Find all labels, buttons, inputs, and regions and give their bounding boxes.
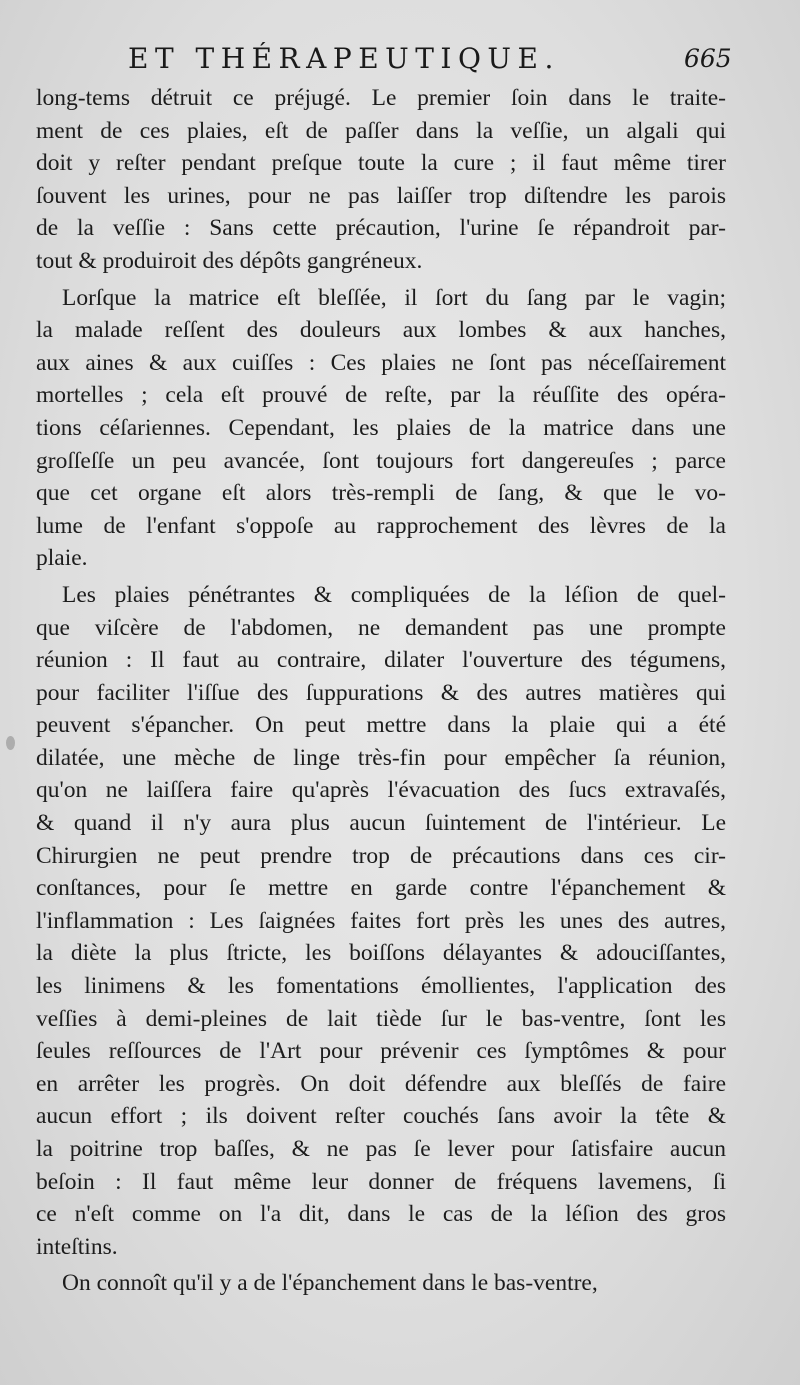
text-line: beſoin : Il faut même leur donner de fréquens lavemens, ſi	[36, 1168, 726, 1195]
text-line: Les plaies pénétrantes & compliquées de la léſion de quel-	[62, 581, 726, 608]
text-line: & quand il n'y aura plus aucun ſuintement de l'intérieur. Le	[36, 810, 726, 837]
page-number: 665	[684, 44, 732, 73]
text-line: dilatée, une mèche de linge très-fin pour empêcher ſa réunion,	[36, 744, 726, 771]
text-line: de la veſſie : Sans cette précaution, l'urine ſe répandroit par-	[36, 215, 726, 242]
text-line: On connoît qu'il y a de l'épanchement dans le bas-ventre,	[62, 1270, 598, 1297]
text-line: mortelles ; cela eſt prouvé de reſte, par la réuſſite des opéra-	[36, 382, 726, 409]
text-line: aux aines & aux cuiſſes : Ces plaies ne ſont pas néceſſairement	[36, 349, 726, 376]
text-line: long-tems détruit ce préjugé. Le premier ſoin dans le traite-	[36, 85, 726, 111]
text-line: la malade reſſent des douleurs aux lombes & aux hanches,	[36, 317, 726, 344]
text-line: Chirurgien ne peut prendre trop de précautions dans ces cir-	[36, 842, 726, 869]
page-header	[0, 42, 800, 82]
running-title: ET THÉRAPEUTIQUE.	[128, 42, 560, 75]
text-line: groſſeſſe un peu avancée, ſont toujours fort dangereuſes ; parce	[36, 447, 726, 474]
text-line: ſouvent les urines, pour ne pas laiſſer trop diſtendre les parois	[36, 182, 726, 209]
paragraph	[36, 579, 726, 1263]
text-line: lume de l'enfant s'oppoſe au rapprochement des lèvres de la	[36, 512, 726, 539]
text-line: que viſcère de l'abdomen, ne demandent pas une prompte	[36, 614, 726, 641]
text-line: les linimens & les fomentations émollientes, l'application des	[36, 973, 726, 1000]
text-line: que cet organe eſt alors très-rempli de ſang, & que le vo-	[36, 480, 726, 507]
paragraph	[36, 1267, 726, 1300]
text-line: réunion : Il faut au contraire, dilater l'ouverture des tégumens,	[36, 647, 726, 674]
text-line: ſeules reſſources de l'Art pour prévenir ces ſymptômes & pour	[36, 1038, 726, 1065]
text-line: pour faciliter l'iſſue des ſuppurations & des autres matières qui	[36, 679, 726, 706]
text-line: plaie.	[36, 545, 88, 572]
text-line: tions céſariennes. Cependant, les plaies de la matrice dans une	[36, 414, 726, 441]
text-line: Lorſque la matrice eſt bleſſée, il ſort du ſang par le vagin;	[62, 284, 726, 311]
text-line: conſtances, pour ſe mettre en garde contre l'épanchement &	[36, 875, 726, 902]
text-line: ce n'eſt comme on l'a dit, dans le cas de la léſion des gros	[36, 1201, 726, 1228]
text-line: la poitrine trop baſſes, & ne pas ſe lever pour ſatisfaire aucun	[36, 1136, 726, 1162]
text-line: tout & produiroit des dépôts gangréneux.	[36, 247, 423, 274]
paragraph	[36, 82, 726, 278]
text-line: doit y reſter pendant preſque toute la cure ; il faut même tirer	[36, 150, 726, 177]
text-line: l'inflammation : Les ſaignées faites fort près les unes des autres,	[36, 907, 726, 934]
text-line: peuvent s'épancher. On peut mettre dans la plaie qui a été	[36, 712, 726, 739]
text-line: inteſtins.	[36, 1233, 118, 1260]
paragraph	[36, 282, 726, 575]
text-line: ment de ces plaies, eſt de paſſer dans la veſſie, un algali qui	[36, 117, 726, 144]
paper-spot	[6, 736, 15, 750]
text-line: en arrêter les progrès. On doit défendre aux bleſſés de faire	[36, 1070, 726, 1097]
text-line: la diète la plus ſtricte, les boiſſons délayantes & adouciſſantes,	[36, 940, 726, 967]
body-text	[36, 82, 726, 1304]
text-line: veſſies à demi-pleines de lait tiède ſur le bas-ventre, ſont les	[36, 1005, 726, 1032]
text-line: aucun effort ; ils doivent reſter couchés ſans avoir la tête &	[36, 1103, 726, 1130]
text-line: qu'on ne laiſſera faire qu'après l'évacuation des ſucs extravaſés,	[36, 777, 726, 804]
